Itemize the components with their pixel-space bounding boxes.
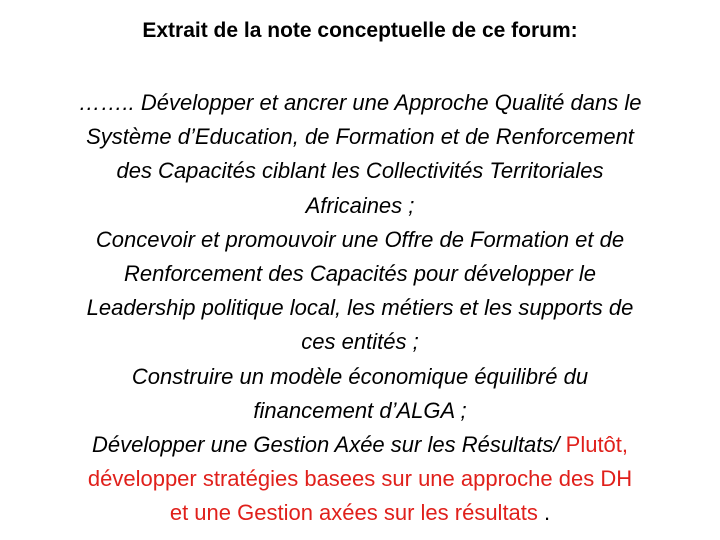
highlight-line: développer stratégies basees sur une approche des DH	[87, 466, 633, 492]
excerpt-line: Renforcement des Capacités pour développer le	[123, 261, 597, 287]
excerpt-line: …….. Développer et ancrer une Approche Qualité dans le	[78, 90, 642, 115]
excerpt-line: financement d’ALGA ;	[253, 397, 467, 423]
excerpt-line: Leadership politique local, les métiers et les supports de	[86, 295, 634, 321]
highlight-text: et une Gestion axées sur les résultats	[169, 500, 538, 526]
excerpt-line: des Capacités ciblant les Collectivités Territoriales	[116, 158, 604, 184]
slide-title: Extrait de la note conceptuelle de ce forum:	[142, 19, 578, 42]
excerpt-line: Africaines ;	[305, 192, 415, 218]
excerpt-line-mixed	[22, 428, 698, 462]
excerpt-line: ces entités ;	[301, 329, 419, 355]
excerpt-line: Système d’Education, de Formation et de Renforcement	[86, 124, 634, 150]
excerpt-italic-text: Développer une Gestion Axée sur les Résultats/	[91, 432, 560, 458]
excerpt-line: Construire un modèle économique équilibré du	[131, 363, 589, 389]
concept-note-excerpt	[22, 86, 698, 531]
closing-period: .	[544, 500, 551, 526]
excerpt-line-final	[22, 496, 698, 530]
highlight-text: Plutôt,	[565, 432, 629, 458]
excerpt-line: Concevoir et promouvoir une Offre de Formation et de	[95, 226, 625, 252]
